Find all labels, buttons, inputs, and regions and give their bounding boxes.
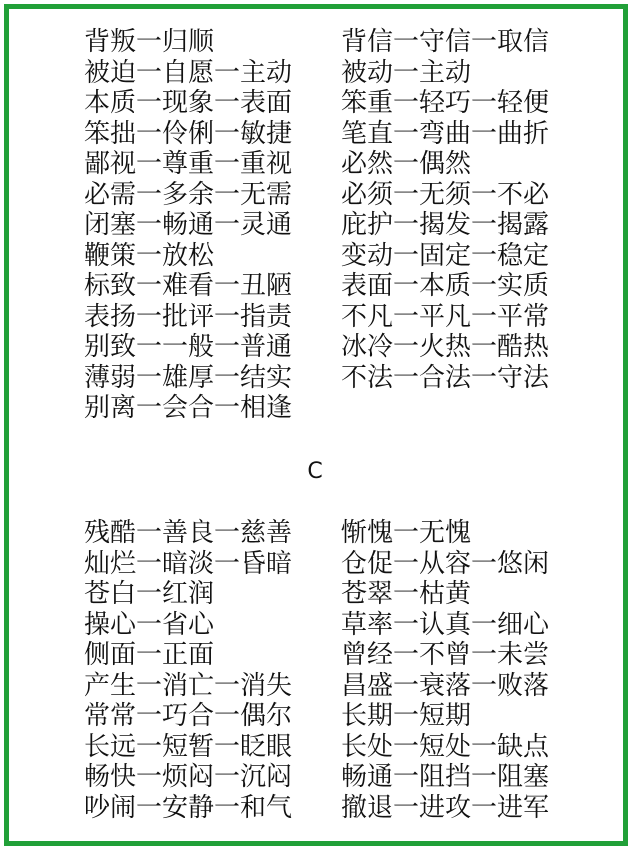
word-row: 长远一短暂一眨眼 — [84, 731, 293, 762]
word-row: 畅快一烦闷一沉闷 — [84, 762, 293, 792]
word-row: 被动一主动 — [341, 57, 472, 88]
word-row: 鞭策一放松 — [84, 240, 215, 271]
word-row: 长处一短处一缺点 — [341, 731, 550, 762]
top-right-column — [341, 27, 549, 393]
word-row: 笔直一弯曲一曲折 — [341, 118, 550, 149]
word-row: 操心一省心 — [84, 609, 215, 640]
word-row: 变动一固定一稳定 — [341, 240, 550, 271]
word-row: 薄弱一雄厚一结实 — [84, 362, 293, 393]
word-row: 标致一难看一丑陋 — [84, 271, 293, 301]
word-row: 必然一偶然 — [341, 149, 472, 179]
word-row: 灿烂一暗淡一昏暗 — [84, 548, 293, 579]
word-row: 草率一认真一细心 — [341, 609, 550, 640]
word-row: 惭愧一无愧 — [341, 518, 472, 548]
word-row: 鄙视一尊重一重视 — [84, 149, 293, 179]
word-row: 冰冷一火热一酷热 — [341, 332, 550, 362]
word-row: 闭塞一畅通一灵通 — [84, 210, 293, 240]
word-row: 长期一短期 — [341, 701, 472, 731]
word-row: 庇护一揭发一揭露 — [341, 210, 550, 240]
section-heading-letter: C — [307, 459, 323, 484]
word-row: 昌盛一衰落一败落 — [341, 670, 550, 701]
word-row: 笨拙一伶俐一敏捷 — [84, 118, 293, 149]
word-row: 背叛一归顺 — [84, 27, 215, 57]
word-row: 畅通一阻挡一阻塞 — [341, 762, 550, 792]
word-row: 不法一合法一守法 — [341, 362, 550, 393]
word-row: 表扬一批评一指责 — [84, 301, 293, 332]
word-row: 本质一现象一表面 — [84, 88, 293, 118]
word-row: 别致一一般一普通 — [84, 332, 293, 362]
word-row: 别离一会合一相逢 — [84, 393, 293, 423]
word-row: 苍翠一枯黄 — [341, 579, 472, 609]
word-row: 不凡一平凡一平常 — [341, 301, 550, 332]
word-row: 残酷一善良一慈善 — [84, 518, 293, 548]
word-row: 笨重一轻巧一轻便 — [341, 88, 550, 118]
word-row: 必须一无须一不必 — [341, 179, 550, 210]
word-row: 撤退一进攻一进军 — [341, 792, 550, 823]
word-row: 曾经一不曾一未尝 — [341, 640, 550, 670]
word-row: 被迫一自愿一主动 — [84, 57, 293, 88]
word-row: 仓促一从容一悠闲 — [341, 548, 550, 579]
word-row: 产生一消亡一消失 — [84, 670, 293, 701]
word-row: 必需一多余一无需 — [84, 179, 293, 210]
top-left-column — [84, 27, 292, 424]
word-row: 表面一本质一实质 — [341, 271, 550, 301]
bottom-left-column — [84, 518, 292, 823]
word-row: 侧面一正面 — [84, 640, 215, 670]
word-row: 常常一巧合一偶尔 — [84, 701, 293, 731]
word-row: 背信一守信一取信 — [341, 27, 550, 57]
word-row: 吵闹一安静一和气 — [84, 792, 293, 823]
word-row: 苍白一红润 — [84, 579, 215, 609]
bottom-right-column — [341, 518, 549, 823]
